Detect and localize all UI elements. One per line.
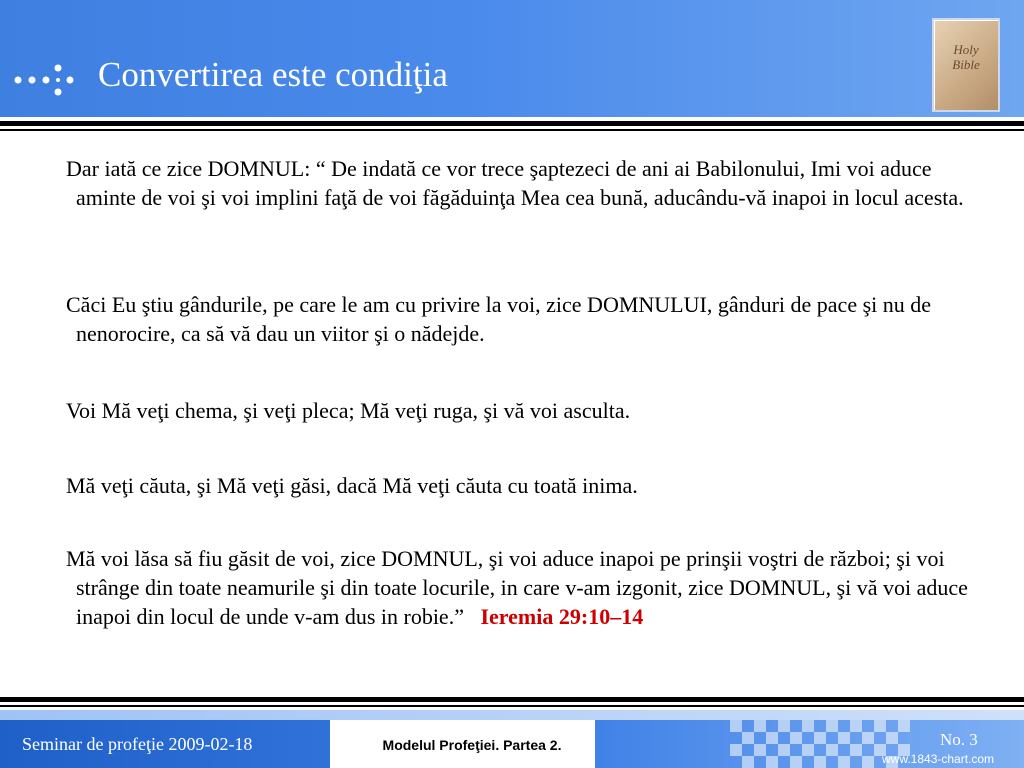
slide-header: [0, 0, 1024, 117]
paragraph-2: Căci Eu ştiu gândurile, pe care le am cu privire la voi, zice DOMNULUI, gânduri de pace şi nu de nenorocire, ca să vă dau un viitor şi o nădejde.: [66, 292, 932, 346]
seminar-label: Seminar de profeţie 2009-02-18: [22, 734, 253, 754]
footer-rule-thick: [0, 697, 1024, 702]
model-label: Modelul Profeţiei. Partea 2.: [382, 737, 562, 753]
website-label: www.1843-chart.com: [882, 752, 995, 766]
logo-text: Holy Bible: [952, 42, 980, 72]
paragraph-5: [60, 544, 981, 631]
slide-footer: [0, 710, 1024, 768]
page-number: No. 3: [940, 730, 978, 749]
paragraph-3: Voi Mă veţi chema, şi veţi pleca; Mă veţi ruga, şi vă voi asculta.: [66, 398, 631, 423]
header-rule-thin: [0, 129, 1024, 131]
header-rule-thick: [0, 121, 1024, 126]
paragraph-4: Mă veţi căuta, şi Mă veţi găsi, dacă Mă veţi căuta cu toată inima.: [66, 473, 638, 498]
footer-rule-thin: [0, 705, 1024, 707]
scripture-reference: Ieremia 29:10–14: [480, 604, 644, 629]
holy-bible-logo-icon: [932, 18, 1000, 112]
slide-title: Convertirea este condiţia: [98, 55, 448, 94]
footer-band: [0, 710, 1024, 720]
bullet-dots-icon: [14, 54, 76, 104]
paragraph-5-text: Mă voi lăsa să fiu găsit de voi, zice DOMNUL, şi voi aduce inapoi pe prinşii voştri de război; şi voi strânge din toate neamurile şi din toate locurile, in care v-am izgonit, zice DOMNUL, şi vă voi aduce inapoi din locul de unde v-am dus in robie.”: [66, 546, 968, 629]
paragraph-1: Dar iată ce zice DOMNUL: “ De indată ce vor trece şaptezeci de ani ai Babilonului, Imi voi aduce aminte de voi şi voi implini faţă de voi făgăduinţa Mea cea bună, aducându-vă inapoi in locul acesta.: [66, 156, 964, 210]
